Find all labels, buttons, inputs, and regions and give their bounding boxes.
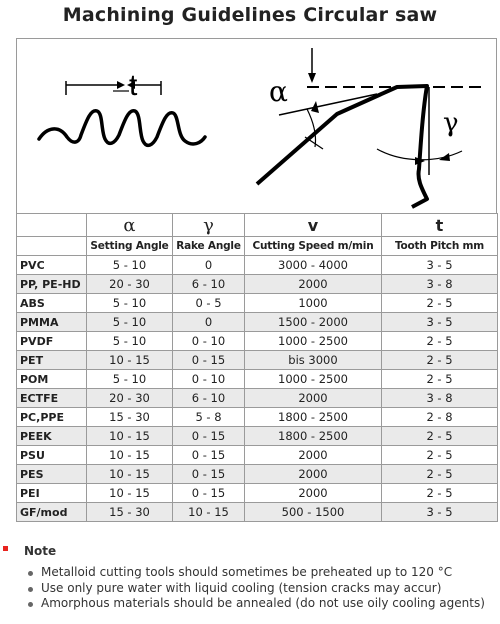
gamma-label: γ [443,108,459,138]
setting-angle-cell: 20 - 30 [87,389,173,408]
material-cell: POM [17,370,87,389]
saw-geometry-illustration [17,39,496,214]
cutting-speed-cell: 2000 [245,484,382,503]
setting-angle-cell: 5 - 10 [87,332,173,351]
cutting-speed-cell: 1000 - 2500 [245,370,382,389]
tooth-pitch-cell: 2 - 5 [382,446,498,465]
material-cell: GF/mod [17,503,87,522]
tooth-pitch-cell: 3 - 8 [382,389,498,408]
setting-angle-cell: 5 - 10 [87,370,173,389]
cutting-speed-cell: 1800 - 2500 [245,408,382,427]
symbol-alpha: α [87,214,173,237]
cutting-speed-cell: 1000 - 2500 [245,332,382,351]
rake-angle-cell: 0 - 15 [173,427,245,446]
note-list [28,565,485,612]
table-row [17,465,498,484]
table-row [17,389,498,408]
symbol-v: v [245,214,382,237]
cutting-speed-cell: 500 - 1500 [245,503,382,522]
rake-angle-cell: 6 - 10 [173,389,245,408]
rake-angle-cell: 10 - 15 [173,503,245,522]
alpha-label: α [269,75,288,108]
setting-angle-cell: 5 - 10 [87,256,173,275]
cutting-speed-cell: 2000 [245,446,382,465]
tooth-pitch-cell: 2 - 8 [382,408,498,427]
note-item: Use only pure water with liquid cooling (tension cracks may accur) [28,581,485,597]
material-cell: PES [17,465,87,484]
rake-angle-cell: 0 - 15 [173,484,245,503]
rake-angle-cell: 0 - 15 [173,446,245,465]
tooth-pitch-cell: 2 - 5 [382,427,498,446]
table-row [17,446,498,465]
tooth-pitch-cell: 2 - 5 [382,465,498,484]
material-cell: ABS [17,294,87,313]
tooth-pitch-cell: 2 - 5 [382,370,498,389]
cutting-speed-cell: 1800 - 2500 [245,427,382,446]
header-row [17,237,498,256]
material-cell: PMMA [17,313,87,332]
setting-angle-cell: 5 - 10 [87,294,173,313]
rake-angle-cell: 0 - 15 [173,351,245,370]
note-title: Note [24,544,57,558]
tooth-pitch-cell: 2 - 5 [382,351,498,370]
header-empty-cell [17,237,87,256]
tooth-pitch-cell: 2 - 5 [382,332,498,351]
rake-angle-cell: 6 - 10 [173,275,245,294]
pitch-t-label: t [129,69,138,102]
note-marker-icon [3,546,8,551]
material-cell: PSU [17,446,87,465]
symbol-empty-cell [17,214,87,237]
note-item: Amorphous materials should be annealed (do not use oily cooling agents) [28,596,485,612]
tooth-pitch-cell: 2 - 5 [382,294,498,313]
material-cell: PVC [17,256,87,275]
saw-diagram [16,38,497,213]
table-row [17,427,498,446]
table-row [17,503,498,522]
setting-angle-cell: 10 - 15 [87,446,173,465]
page-title: Machining Guidelines Circular saw [62,4,438,26]
material-cell: PET [17,351,87,370]
table-row [17,275,498,294]
header-cutting-speed: Cutting Speed m/min [245,237,382,256]
symbol-gamma: γ [173,214,245,237]
cutting-speed-cell: 1000 [245,294,382,313]
table-row [17,408,498,427]
rake-angle-cell: 5 - 8 [173,408,245,427]
setting-angle-cell: 10 - 15 [87,427,173,446]
material-cell: PEEK [17,427,87,446]
table-row [17,256,498,275]
rake-angle-cell: 0 [173,313,245,332]
note-item: Metalloid cutting tools should sometimes be preheated up to 120 °C [28,565,485,581]
table-row [17,351,498,370]
table-row [17,313,498,332]
rake-angle-cell: 0 [173,256,245,275]
cutting-speed-cell: bis 3000 [245,351,382,370]
material-cell: PP, PE-HD [17,275,87,294]
symbol-row [17,214,498,237]
header-setting-angle: Setting Angle [87,237,173,256]
machining-table [16,213,498,522]
cutting-speed-cell: 2000 [245,389,382,408]
table-row [17,294,498,313]
cutting-speed-cell: 3000 - 4000 [245,256,382,275]
tooth-pitch-cell: 2 - 5 [382,484,498,503]
setting-angle-cell: 10 - 15 [87,351,173,370]
material-cell: PC,PPE [17,408,87,427]
rake-angle-cell: 0 - 5 [173,294,245,313]
saw-teeth-profile [39,111,205,146]
rake-angle-cell: 0 - 10 [173,332,245,351]
symbol-t: t [382,214,498,237]
header-tooth-pitch: Tooth Pitch mm [382,237,498,256]
table-row [17,370,498,389]
material-cell: PEI [17,484,87,503]
rake-angle-cell: 0 - 15 [173,465,245,484]
table-row [17,332,498,351]
setting-angle-cell: 15 - 30 [87,503,173,522]
tooth-pitch-cell: 3 - 8 [382,275,498,294]
cutting-speed-cell: 2000 [245,275,382,294]
table-row [17,484,498,503]
rake-angle-cell: 0 - 10 [173,370,245,389]
material-cell: PVDF [17,332,87,351]
setting-angle-cell: 5 - 10 [87,313,173,332]
tooth-pitch-cell: 3 - 5 [382,313,498,332]
setting-angle-cell: 10 - 15 [87,465,173,484]
tooth-pitch-cell: 3 - 5 [382,503,498,522]
setting-angle-cell: 15 - 30 [87,408,173,427]
setting-angle-cell: 20 - 30 [87,275,173,294]
material-cell: ECTFE [17,389,87,408]
cutting-speed-cell: 2000 [245,465,382,484]
cutting-speed-cell: 1500 - 2000 [245,313,382,332]
tooth-pitch-cell: 3 - 5 [382,256,498,275]
header-rake-angle: Rake Angle [173,237,245,256]
setting-angle-cell: 10 - 15 [87,484,173,503]
